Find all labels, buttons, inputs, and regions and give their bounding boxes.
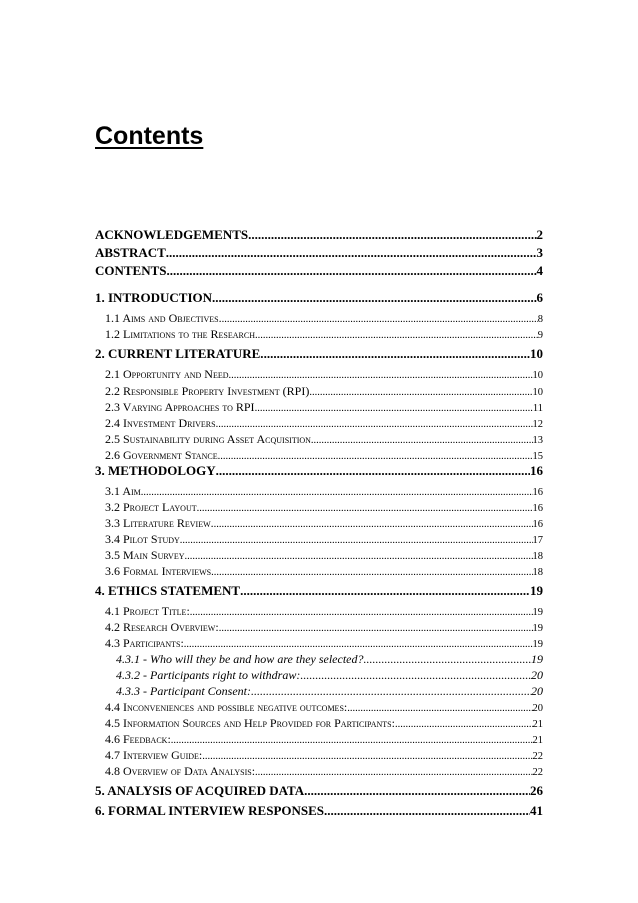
toc-entry[interactable]: [105, 383, 543, 399]
toc-leader-dots: [300, 667, 531, 683]
toc-entry-label: 4.6 Feedback:: [105, 732, 171, 746]
toc-entry-page: 3: [536, 245, 543, 260]
toc-entry-label: 3.1 Aim: [105, 484, 141, 498]
toc-entry-page: 15: [532, 451, 543, 462]
toc-entry-label: 6. FORMAL INTERVIEW RESPONSES: [95, 803, 325, 818]
toc-entry-page: 13: [532, 435, 543, 446]
toc-entry[interactable]: [105, 731, 543, 747]
toc-entry[interactable]: [105, 515, 543, 531]
toc-leader-dots: [197, 501, 533, 515]
toc-entry-page: 16: [532, 519, 543, 530]
toc-entry-page: 10: [532, 370, 543, 381]
toc-leader-dots: [364, 651, 532, 667]
toc-leader-dots: [311, 433, 533, 447]
toc-entry-page: 10: [532, 387, 543, 398]
toc-entry-page: 18: [532, 551, 543, 562]
toc-entry-page: 17: [532, 535, 543, 546]
toc-entry-label: 2.3 Varying Approaches to RPI: [105, 400, 255, 414]
toc-entry[interactable]: [95, 463, 543, 479]
toc-leader-dots: [167, 263, 537, 279]
toc-entry-page: 26: [530, 783, 543, 798]
toc-entry-page: 19: [532, 639, 543, 650]
toc-entry-page: 11: [532, 403, 543, 414]
toc-leader-dots: [255, 401, 533, 415]
toc-entry[interactable]: [105, 447, 543, 463]
toc-entry-label: 1.1 Aims and Objectives.: [105, 311, 222, 325]
toc-entry-label: CONTENTS: [95, 263, 167, 278]
toc-entry-label: 2.5 Sustainability during Asset Acquisition: [105, 432, 311, 446]
toc-entry-label: 2.1 Opportunity and Need: [105, 367, 229, 381]
toc-entry-label: 2.2 Responsible Property Investment (RPI): [105, 384, 310, 398]
toc-entry[interactable]: [105, 715, 543, 731]
toc-entry-page: 22: [532, 767, 543, 778]
toc-leader-dots: [190, 605, 533, 619]
toc-entry[interactable]: [105, 483, 543, 499]
toc-entry-label: 2.6 Government Stance: [105, 448, 218, 462]
toc-entry[interactable]: [105, 326, 543, 342]
toc-leader-dots: [347, 701, 532, 715]
toc-entry-page: 21: [532, 719, 543, 730]
toc-entry[interactable]: [105, 431, 543, 447]
toc-entry[interactable]: [105, 415, 543, 431]
toc-entry-label: 2. CURRENT LITERATURE.: [95, 346, 264, 361]
toc-entry-label: 4.3.1 - Who will they be and how are they selected?: [116, 652, 364, 666]
toc-leader-dots: [212, 290, 536, 306]
toc-entry[interactable]: [95, 245, 543, 261]
toc-leader-dots: [184, 637, 533, 651]
toc-leader-dots: [216, 463, 530, 479]
toc-entry-label: 3.3 Literature Review.: [105, 516, 214, 530]
toc-leader-dots: [255, 765, 532, 779]
toc-entry-label: 4.8 Overview of Data Analysis:: [105, 764, 256, 778]
page-title: Contents: [95, 122, 204, 150]
toc-entry[interactable]: [105, 699, 543, 715]
toc-leader-dots: [211, 565, 532, 579]
toc-entry-page: 19: [531, 652, 543, 666]
toc-entry-label: 1. INTRODUCTION: [95, 290, 213, 305]
toc-entry[interactable]: [105, 603, 543, 619]
toc-entry-label: 2.4 Investment Drivers: [105, 416, 216, 430]
toc-entry[interactable]: [105, 366, 543, 382]
toc-entry[interactable]: [95, 227, 543, 243]
toc-entry[interactable]: [95, 290, 543, 306]
toc-entry[interactable]: [105, 499, 543, 515]
toc-leader-dots: [166, 245, 537, 261]
toc-entry-label: 1.2 Limitations to the Research: [105, 327, 255, 341]
toc-leader-dots: [141, 485, 533, 499]
toc-leader-dots: [255, 328, 538, 342]
toc-entry[interactable]: [116, 683, 543, 699]
toc-entry-page: 41: [530, 803, 543, 818]
toc-entry-label: 3.2 Project Layout: [105, 500, 197, 514]
toc-entry-label: 4.5 Information Sources and Help Provided for Participants:: [105, 716, 395, 730]
toc-entry-page: 2: [536, 227, 543, 242]
toc-leader-dots: [324, 803, 530, 819]
toc-entry[interactable]: [116, 667, 543, 683]
toc-entry-page: 22: [532, 751, 543, 762]
toc-entry-page: 20: [531, 684, 543, 698]
toc-entry[interactable]: [105, 547, 543, 563]
toc-entry-page: 20: [532, 703, 543, 714]
toc-entry-page: 21: [532, 735, 543, 746]
toc-entry[interactable]: [95, 583, 543, 599]
toc-entry[interactable]: [105, 619, 543, 635]
toc-entry[interactable]: [105, 747, 543, 763]
toc-entry-label: 3.4 Pilot Study: [105, 532, 180, 546]
toc-entry-page: 19: [532, 623, 543, 634]
toc-entry-label: 4.3.2 - Participants right to withdraw:: [116, 668, 301, 682]
toc-entry-page: 16: [530, 463, 543, 478]
toc-entry-label: ACKNOWLEDGEMENTS: [95, 227, 249, 242]
toc-entry-page: 9: [537, 330, 543, 341]
toc-entry[interactable]: [95, 263, 543, 279]
toc-leader-dots: [171, 733, 533, 747]
toc-entry[interactable]: [105, 399, 543, 415]
toc-leader-dots: [214, 517, 533, 531]
toc-leader-dots: [309, 385, 532, 399]
toc-entry-label: ABSTRACT: [95, 245, 166, 260]
toc-entry-label: 4.4 Inconveniences and possible negative outcomes:: [105, 700, 348, 714]
toc-entry[interactable]: [105, 563, 543, 579]
toc-entry-label: 3.6 Formal Interviews: [105, 564, 212, 578]
toc-entry-page: 6: [536, 290, 543, 305]
toc-entry[interactable]: [116, 651, 543, 667]
toc-leader-dots: [184, 549, 532, 563]
toc-entry-label: 4.1 Project Title:: [105, 604, 190, 618]
toc-entry[interactable]: [95, 803, 543, 819]
toc-entry-label: 4.7 Interview Guide:: [105, 748, 203, 762]
toc-entry-label: 4. ETHICS STATEMENT: [95, 583, 241, 598]
toc-leader-dots: [240, 583, 530, 599]
toc-entry-label: 4.3.3 - Participant Consent:: [116, 684, 251, 698]
toc-leader-dots: [216, 417, 533, 431]
toc-entry-page: 19: [532, 607, 543, 618]
toc-entry-label: 3.5 Main Survey: [105, 548, 185, 562]
toc-leader-dots: [218, 449, 533, 463]
toc-entry-page: 20: [531, 668, 543, 682]
toc-leader-dots: [264, 346, 530, 362]
toc-entry-page: 12: [532, 419, 543, 430]
toc-entry[interactable]: [95, 783, 543, 799]
toc-entry[interactable]: [95, 346, 543, 362]
toc-leader-dots: [395, 717, 533, 731]
toc-leader-dots: [251, 683, 531, 699]
toc-leader-dots: [202, 749, 532, 763]
toc-entry[interactable]: [105, 763, 543, 779]
toc-entry-page: 19: [530, 583, 543, 598]
toc-leader-dots: [304, 783, 530, 799]
toc-entry-page: 18: [532, 567, 543, 578]
toc-entry[interactable]: [105, 531, 543, 547]
toc-entry-label: 3. METHODOLOGY: [95, 463, 216, 478]
toc-entry-page: 4: [536, 263, 543, 278]
toc-entry[interactable]: [105, 635, 543, 651]
toc-entry[interactable]: [105, 310, 543, 326]
toc-leader-dots: [180, 533, 533, 547]
toc-leader-dots: [248, 227, 536, 243]
toc-leader-dots: [229, 368, 533, 382]
toc-leader-dots: [219, 621, 533, 635]
toc-leader-dots: [222, 312, 538, 326]
toc-entry-label: 4.3 Participants:: [105, 636, 184, 650]
toc-entry-page: 16: [532, 503, 543, 514]
toc-entry-page: 10: [530, 346, 543, 361]
toc-entry-label: 4.2 Research Overview:: [105, 620, 219, 634]
toc-entry-page: 16: [532, 487, 543, 498]
toc-entry-page: 8: [537, 314, 543, 325]
toc-entry-label: 5. ANALYSIS OF ACQUIRED DATA: [95, 783, 305, 798]
